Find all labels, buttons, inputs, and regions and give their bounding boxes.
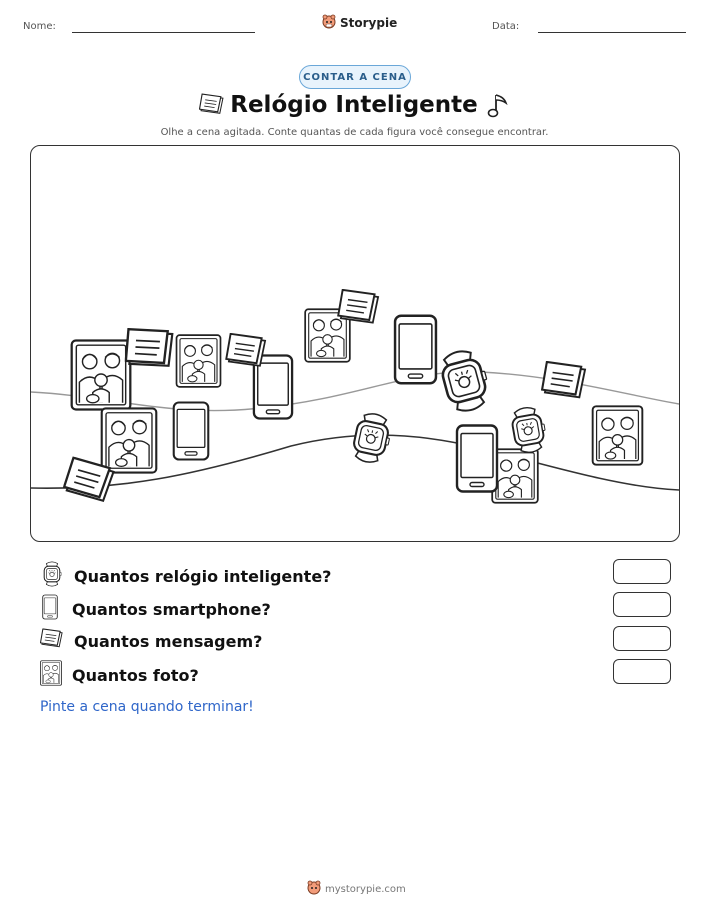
- answer-box[interactable]: [613, 659, 671, 684]
- coloring-prompt: Pinte a cena quando terminar!: [40, 699, 254, 715]
- brand-name: Storypie: [340, 16, 398, 30]
- music-note-icon: [486, 92, 510, 124]
- message-item: [123, 325, 175, 369]
- page-title: Relógio Inteligente: [230, 92, 478, 118]
- question-text: Quantos smartphone?: [72, 599, 271, 619]
- answer-box[interactable]: [613, 626, 671, 651]
- photo-item: [593, 406, 643, 464]
- message-icon: [199, 93, 225, 121]
- smartphone-item: [395, 316, 436, 384]
- brand-logo: [322, 14, 397, 32]
- question-text: Quantos foto?: [72, 665, 199, 685]
- question-text: Quantos mensagem?: [74, 631, 263, 651]
- smartwatch-icon: [40, 561, 64, 591]
- photo-icon: [40, 660, 62, 690]
- smartwatch-item: [510, 405, 549, 455]
- storypie-mascot-icon: [307, 880, 321, 898]
- question-text: Quantos relógio inteligente?: [74, 566, 332, 586]
- answer-box[interactable]: [613, 559, 671, 584]
- name-label: Nome:: [23, 21, 56, 32]
- question-row: [40, 561, 331, 591]
- question-row: [40, 628, 262, 654]
- counting-scene: [30, 145, 680, 542]
- activity-badge: CONTAR A CENA: [299, 65, 411, 89]
- date-label: Data:: [492, 21, 520, 32]
- footer: [307, 880, 406, 898]
- answer-box[interactable]: [613, 592, 671, 617]
- smartphone-icon: [40, 594, 62, 624]
- name-line[interactable]: [72, 32, 255, 33]
- photo-item: [492, 449, 538, 503]
- photo-item: [72, 341, 131, 410]
- message-item: [226, 334, 265, 366]
- footer-url[interactable]: mystorypie.com: [325, 883, 406, 895]
- smartphone-item: [457, 426, 497, 492]
- question-row: [40, 594, 271, 624]
- question-row: [40, 660, 199, 690]
- storypie-mascot-icon: [322, 14, 336, 32]
- message-item: [542, 362, 585, 397]
- photo-item: [102, 408, 157, 472]
- message-icon: [40, 628, 64, 654]
- smartwatch-item: [438, 346, 494, 414]
- smartwatch-item: [351, 411, 394, 466]
- smartphone-item: [174, 403, 209, 460]
- message-item: [338, 290, 378, 323]
- photo-item: [177, 335, 221, 387]
- instructions: Olhe a cena agitada. Conte quantas de cada figura você consegue encontrar.: [160, 127, 549, 138]
- date-line[interactable]: [538, 32, 686, 33]
